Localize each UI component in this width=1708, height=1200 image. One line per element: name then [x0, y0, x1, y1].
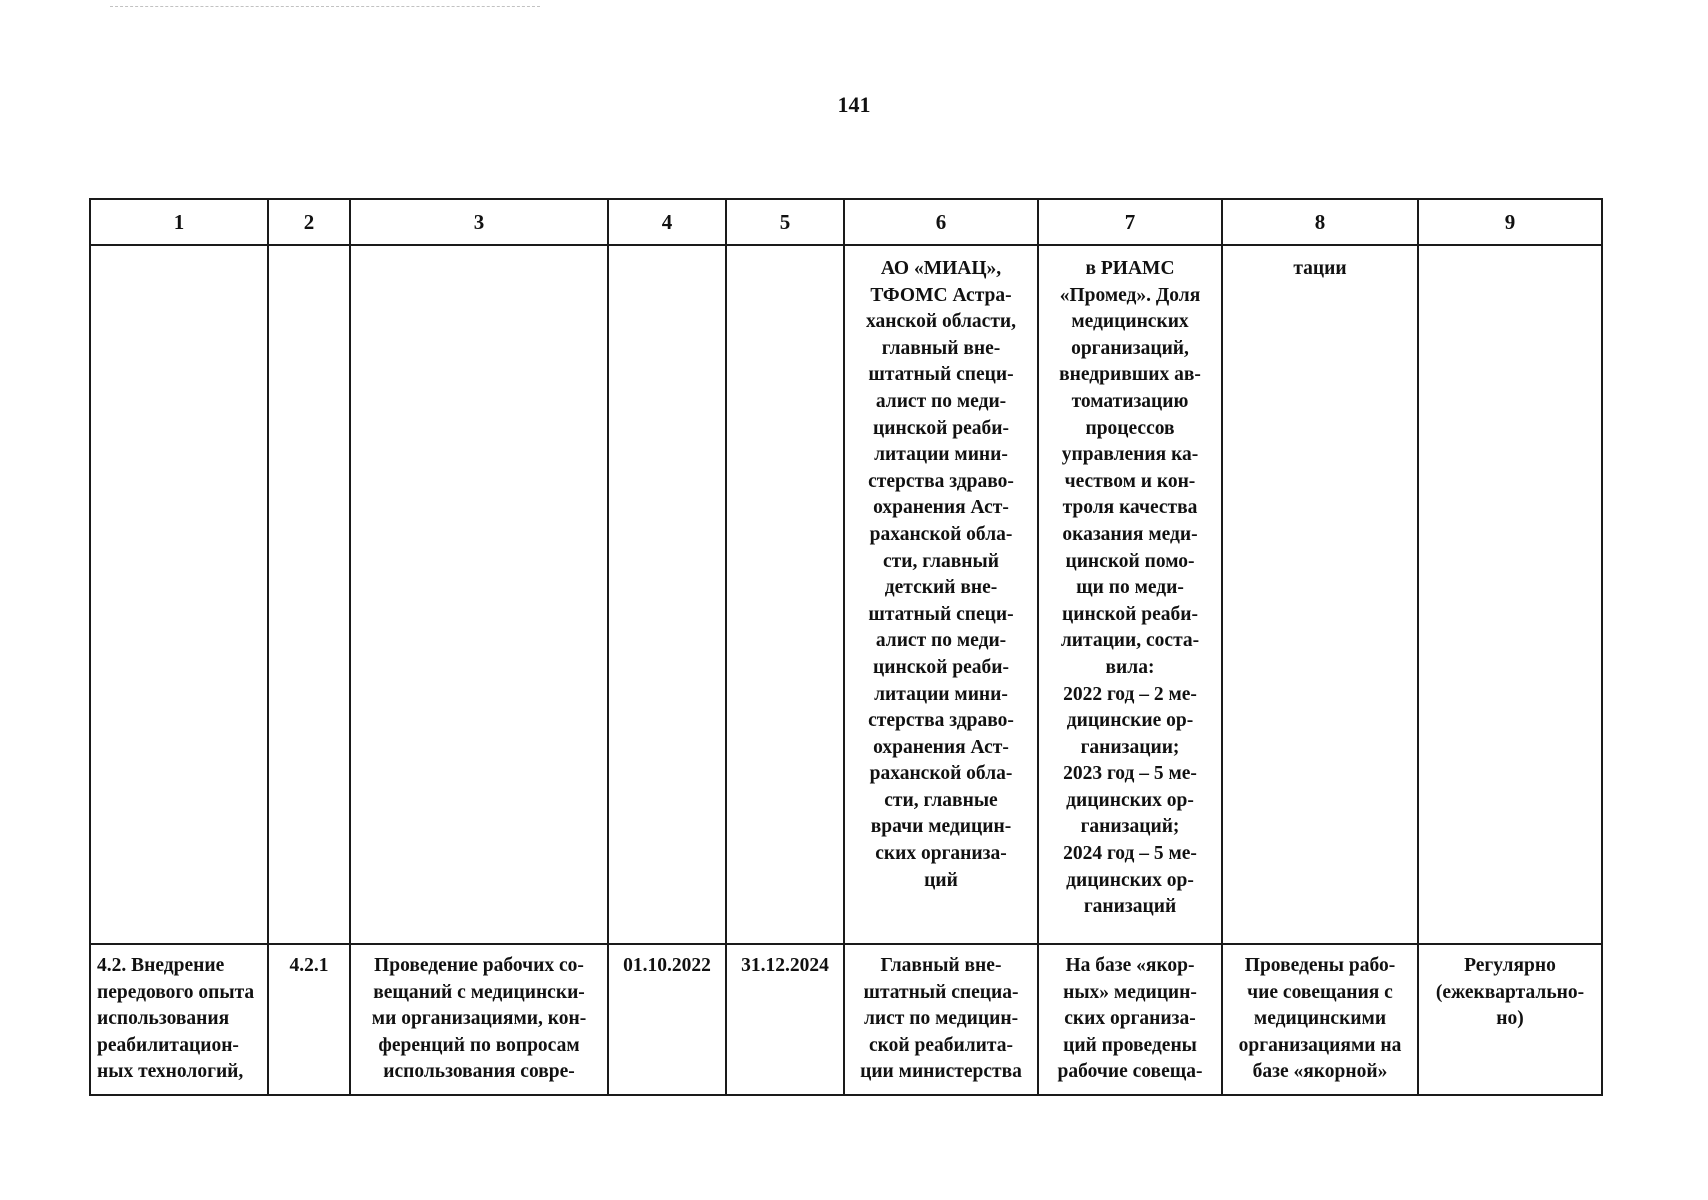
cell-responsible: АО «МИАЦ», ТФОМС Астра- ханской области, главный вне- штатный специ- алист по меди- цинской реаби- литации мини- стерства здраво- охранения Аст- раханской обла- сти, главный детский вне- штатный специ- алист по меди- цинской реаби- литации мини- стерства здраво- охранения Аст- раханской обла- сти, главные врачи медицин- ских организа- ций: [844, 245, 1038, 944]
column-header-8: 8: [1222, 199, 1418, 245]
cell-number: [268, 245, 350, 944]
cell-result: в РИАМС «Промед». Доля медицинских организаций, внедривших ав- томатизацию процессов управления ка- чеством и кон- троля качества оказания меди- цинской помо- щи по меди- цинской реаби- литации, соста- вила: 2022 год – 2 ме- дицинские ор- ганизации; 2023 год – 5 ме- дицинских ор- ганизаций; 2024 год – 5 ме- дицинских ор- ганизаций: [1038, 245, 1222, 944]
cell-number: 4.2.1: [268, 944, 350, 1095]
column-header-7: 7: [1038, 199, 1222, 245]
cell-indicator: Проведены рабо- чие совещания с медицинскими организациями на базе «якорной»: [1222, 944, 1418, 1095]
cell-result: На базе «якор- ных» медицин- ских организа- ций проведены рабочие совеща-: [1038, 944, 1222, 1095]
cell-end-date: [726, 245, 844, 944]
cell-activity: Проведение рабочих со- вещаний с медицински- ми организациями, кон- ференций по вопросам использования совре-: [350, 944, 608, 1095]
cell-frequency: [1418, 245, 1602, 944]
column-header-4: 4: [608, 199, 726, 245]
column-header-5: 5: [726, 199, 844, 245]
cell-end-date: 31.12.2024: [726, 944, 844, 1095]
cell-indicator: тации: [1222, 245, 1418, 944]
column-header-3: 3: [350, 199, 608, 245]
cell-activity: [350, 245, 608, 944]
plan-table: [89, 198, 1603, 1096]
cell-section: [90, 245, 268, 944]
cell-responsible: Главный вне- штатный специа- лист по медицин- ской реабилита- ции министерства: [844, 944, 1038, 1095]
cell-section: 4.2. Внедрение передового опыта использования реабилитацион- ных технологий,: [90, 944, 268, 1095]
column-header-9: 9: [1418, 199, 1602, 245]
column-header-2: 2: [268, 199, 350, 245]
cell-frequency: Регулярно (ежеквартально- но): [1418, 944, 1602, 1095]
scan-artifact-line: [110, 6, 540, 9]
cell-start-date: 01.10.2022: [608, 944, 726, 1095]
column-header-1: 1: [90, 199, 268, 245]
table-row: [90, 245, 1602, 944]
table-row: [90, 944, 1602, 1095]
column-header-6: 6: [844, 199, 1038, 245]
cell-start-date: [608, 245, 726, 944]
table-header-row: [90, 199, 1602, 245]
page-number: 141: [837, 92, 871, 117]
